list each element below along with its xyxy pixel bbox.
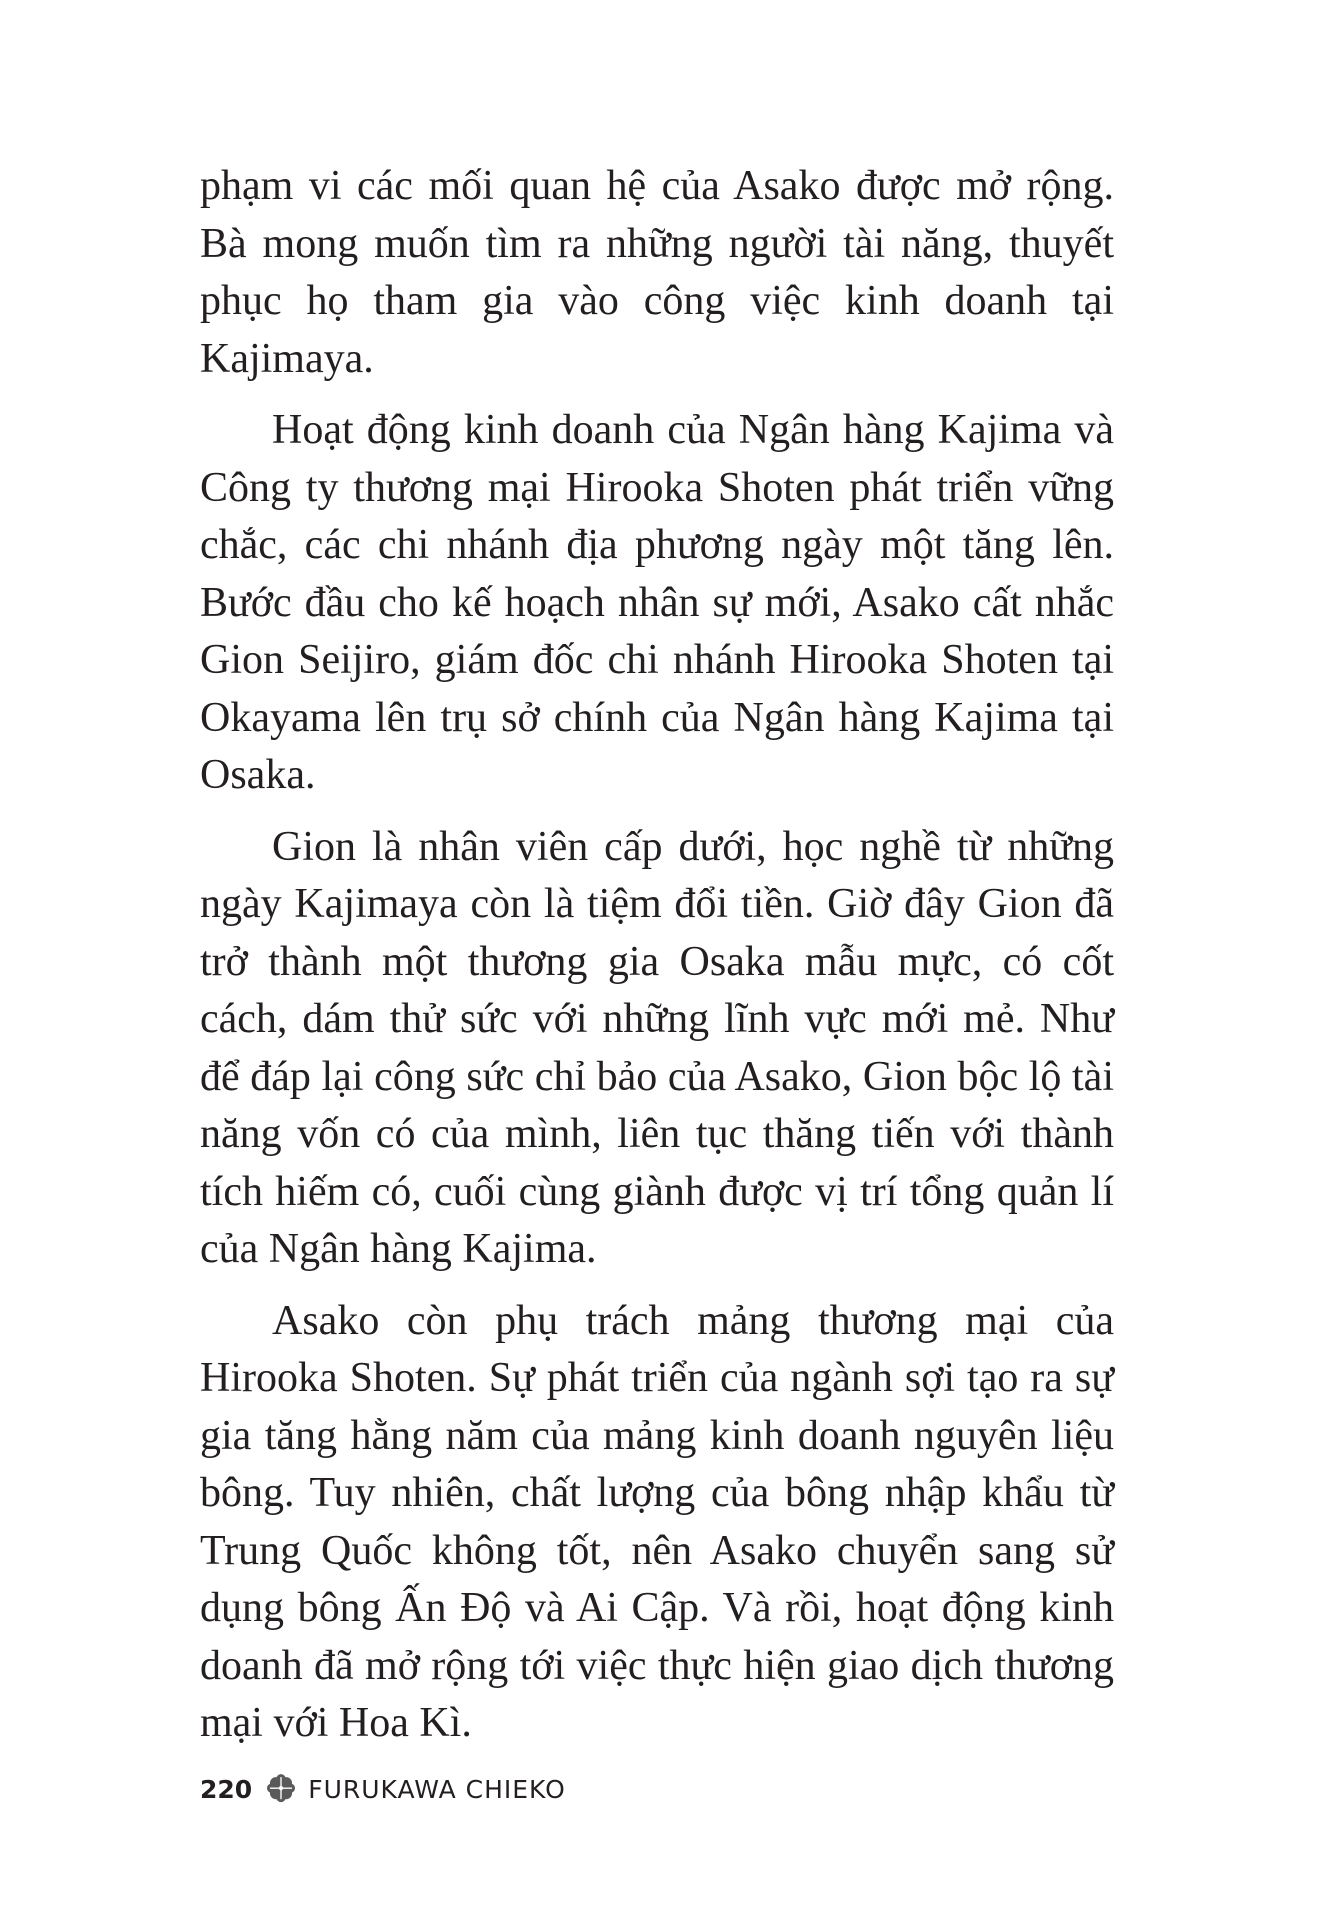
page-footer [200, 1772, 566, 1806]
clover-icon [264, 1772, 298, 1806]
paragraph-4: Asako còn phụ trách mảng thương mại của Hirooka Shoten. Sự phát triển của ngành sợi tạo ra sự gia tăng hằng năm của mảng kinh doanh nguyên liệu bông. Tuy nhiên, chất lượng của bông nhập khẩu từ Trung Quốc không tốt, nên Asako chuyển sang sử dụng bông Ấn Độ và Ai Cập. Và rồi, hoạt động kinh doanh đã mở rộng tới việc thực hiện giao dịch thương mại với Hoa Kì. [200, 1297, 1114, 1746]
body-text [200, 158, 1114, 1767]
page-number: 220 [200, 1774, 253, 1804]
paragraph-3: Gion là nhân viên cấp dưới, học nghề từ những ngày Kajimaya còn là tiệm đổi tiền. Giờ đây Gion đã trở thành một thương gia Osaka mẫu mực, có cốt cách, dám thử sức với những lĩnh vực mới mẻ. Như để đáp lại công sức chỉ bảo của Asako, Gion bộc lộ tài năng vốn có của mình, liên tục thăng tiến với thành tích hiếm có, cuối cùng giành được vị trí tổng quản lí của Ngân hàng Kajima. [200, 823, 1114, 1272]
author-name: FURUKAWA CHIEKO [308, 1774, 566, 1804]
paragraph-2: Hoạt động kinh doanh của Ngân hàng Kajima và Công ty thương mại Hirooka Shoten phát triển vững chắc, các chi nhánh địa phương ngày một tăng lên. Bước đầu cho kế hoạch nhân sự mới, Asako cất nhắc Gion Seijiro, giám đốc chi nhánh Hirooka Shoten tại Okayama lên trụ sở chính của Ngân hàng Kajima tại Osaka. [200, 407, 1114, 798]
paragraph-1: phạm vi các mối quan hệ của Asako được mở rộng. Bà mong muốn tìm ra những người tài năng, thuyết phục họ tham gia vào công việc kinh doanh tại Kajimaya. [200, 163, 1114, 382]
